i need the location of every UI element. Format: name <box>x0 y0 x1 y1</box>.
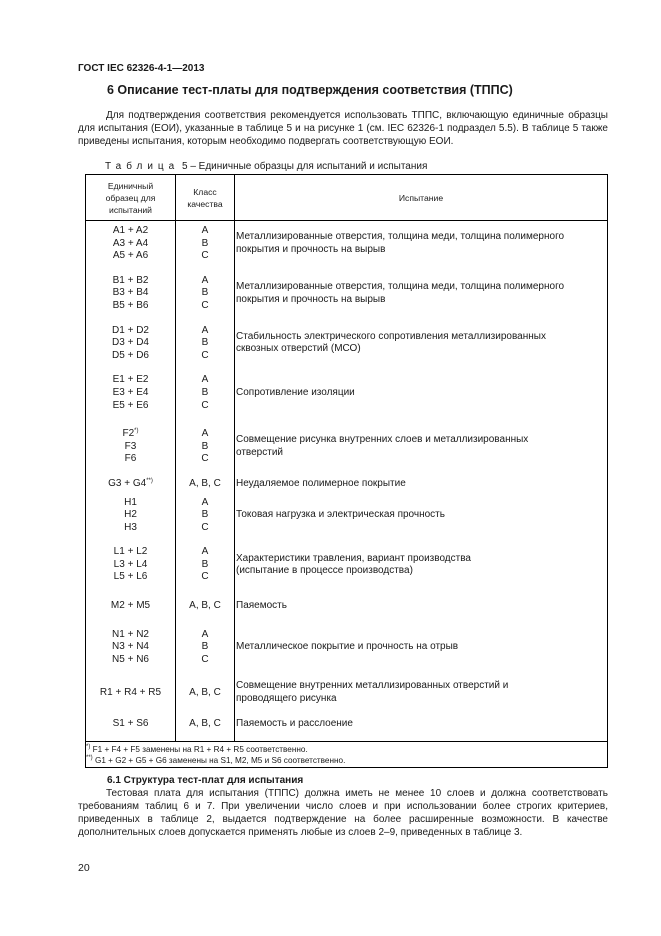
cell-sample: M2 + M5 <box>86 590 176 623</box>
footnote-mark: **) <box>86 755 93 762</box>
cell-class: A B C <box>176 221 235 269</box>
table-row <box>86 368 608 418</box>
cell-test: Паяемость и расслоение <box>235 712 608 742</box>
cell-test: Сопротивление изоляции <box>235 368 608 418</box>
page-number: 20 <box>78 862 90 874</box>
cell-test: Совмещение рисунка внутренних слоев и металлизированных отверстий <box>235 418 608 472</box>
cell-test: Неудаляемое полимерное покрытие <box>235 472 608 497</box>
table-caption-text: 5 – Единичные образцы для испытаний и испытания <box>179 161 428 172</box>
cell-sample-main: G3 + G4 <box>108 477 147 489</box>
samples-table <box>85 174 608 768</box>
cell-class: A B C <box>176 623 235 673</box>
cell-sample: N1 + N2 N3 + N4 N5 + N6 <box>86 623 176 673</box>
cell-class: A, B, C <box>176 590 235 623</box>
table-row <box>86 540 608 590</box>
cell-test: Металлизированные отверстия, толщина меди, толщина полимерного покрытия и прочность на вырыв <box>235 221 608 269</box>
cell-test: Совмещение внутренних металлизированных отверстий и проводящего рисунка <box>235 672 608 711</box>
cell-test: Паяемость <box>235 590 608 623</box>
cell-sample <box>86 418 176 472</box>
table-row <box>86 590 608 623</box>
footnote <box>86 744 607 755</box>
document-header: ГОСТ IEC 62326-4-1—2013 <box>78 63 205 74</box>
cell-test: Металлизированные отверстия, толщина меди, толщина полимерного покрытия и прочность на вырыв <box>235 269 608 319</box>
cell-sample: S1 + S6 <box>86 712 176 742</box>
cell-class: A B C <box>176 368 235 418</box>
footnote-mark: *) <box>86 744 91 751</box>
header-test: Испытание <box>235 175 608 221</box>
cell-sample: A1 + A2 A3 + A4 A5 + A6 <box>86 221 176 269</box>
footnote-text: F1 + F4 + F5 заменены на R1 + R4 + R5 соответственно. <box>90 745 308 755</box>
cell-test: Характеристики травления, вариант производства (испытание в процессе производства) <box>235 540 608 590</box>
cell-class: A, B, C <box>176 712 235 742</box>
header-class: Класс качества <box>176 175 235 221</box>
cell-test: Токовая нагрузка и электрическая прочность <box>235 497 608 541</box>
cell-test: Металлическое покрытие и прочность на отрыв <box>235 623 608 673</box>
section-paragraph <box>78 109 608 148</box>
cell-class: A, B, C <box>176 672 235 711</box>
footnote-text: G1 + G2 + G5 + G6 заменены на S1, M2, M5 и S6 соответственно. <box>92 756 346 766</box>
cell-class: A B C <box>176 319 235 369</box>
cell-sample: R1 + R4 + R5 <box>86 672 176 711</box>
header-sample: Единичный образец для испытаний <box>86 175 176 221</box>
table-row <box>86 497 608 541</box>
table-row <box>86 672 608 711</box>
table-caption <box>105 161 427 172</box>
table-row <box>86 418 608 472</box>
cell-sample: H1 H2 H3 <box>86 497 176 541</box>
cell-class: A B C <box>176 269 235 319</box>
cell-test: Стабильность электрического сопротивления металлизированных сквозных отверстий (МСО) <box>235 319 608 369</box>
section-title: 6 Описание тест-платы для подтверждения соответствия (ТППС) <box>107 83 513 97</box>
cell-class: A, B, C <box>176 472 235 497</box>
cell-sample: D1 + D2 D3 + D4 D5 + D6 <box>86 319 176 369</box>
footnote <box>86 755 607 766</box>
footnote-marker: **) <box>146 477 153 484</box>
cell-class: A B C <box>176 540 235 590</box>
cell-sample: E1 + E2 E3 + E4 E5 + E6 <box>86 368 176 418</box>
table-caption-label: Таблица <box>105 161 180 172</box>
table-footnotes <box>86 742 608 768</box>
table-row <box>86 221 608 269</box>
table-row <box>86 319 608 369</box>
cell-sample-main: F2 <box>122 428 135 440</box>
table-row <box>86 472 608 497</box>
cell-sample: L1 + L2 L3 + L4 L5 + L6 <box>86 540 176 590</box>
table-row <box>86 269 608 319</box>
footnotes-cell <box>86 742 608 768</box>
table-header-row <box>86 175 608 221</box>
table-row <box>86 623 608 673</box>
cell-sample: B1 + B2 B3 + B4 B5 + B6 <box>86 269 176 319</box>
footnote-marker: *) <box>134 428 139 435</box>
table-row <box>86 712 608 742</box>
cell-class: A B C <box>176 497 235 541</box>
cell-sample <box>86 472 176 497</box>
cell-sample-rest: F3 F6 <box>124 440 137 465</box>
subsection-paragraph <box>78 787 608 839</box>
cell-class: A B C <box>176 418 235 472</box>
section-paragraph-text: Для подтверждения соответствия рекомендуется использовать ТППС, включающую единичные образцы для испытания (ЕОИ), указанные в таблице 5 и на рисунке 1 (см. IEC 62326-1 подраздел 5.5). В таблице 5 также приведены испытания, которым необходимо подвергать соответствующую ЕОИ. <box>78 110 608 147</box>
subsection-paragraph-text: Тестовая плата для испытания (ТППС) должна иметь не менее 10 слоев и должна соответствовать требованиям таблиц 6 и 7. При увеличении число слоев и при использовании более строгих критериев, приведенных в таблице 2, выдается подтверждение на более расширенные возможности. В качестве дополнительных слоев допускается применять любые из слоев 2–9, приведенных в таблице 3. <box>78 788 608 838</box>
subsection-title: 6.1 Структура тест-плат для испытания <box>107 775 304 786</box>
